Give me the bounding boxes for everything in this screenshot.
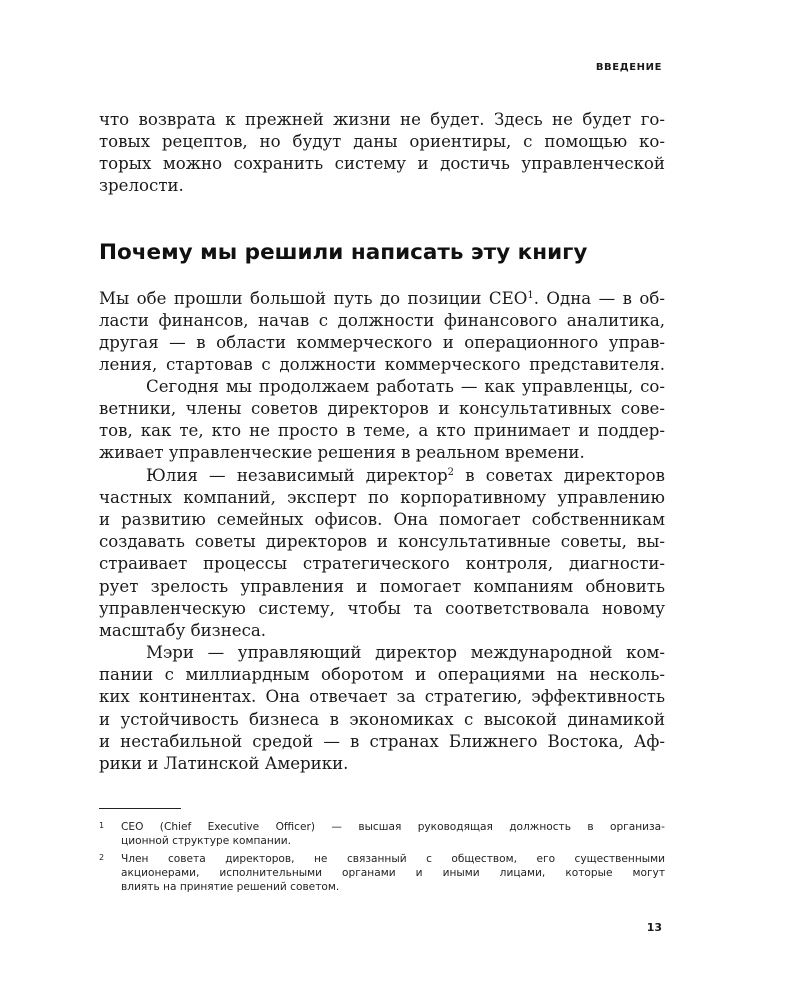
para4-line: и нестабильной средой — в странах Ближнего Востока, Аф- [99, 732, 665, 751]
para3-line: рует зрелость управления и помогает компаниям обновить [99, 577, 665, 596]
footnote-2-line: акционерами, исполнительными органами и иными лицами, которые могут [121, 867, 665, 879]
section-heading: Почему мы решили написать эту книгу [99, 240, 588, 265]
para1-line: другая — в области коммерческого и операционного управ- [99, 333, 665, 352]
intro-line: что возврата к прежней жизни не будет. Здесь не будет го- [99, 110, 665, 129]
footnote-ref-2[interactable]: 2 [447, 467, 455, 478]
footnote-2-line: Член совета директоров, не связанный с обществом, его существенными [121, 853, 665, 865]
para3-line [146, 465, 665, 487]
para2-line: тов, как те, кто не просто в теме, а кто принимает и поддер- [99, 421, 665, 440]
para1-line: ления, стартовав с должности коммерческого представителя. [99, 355, 665, 374]
para4-line: рики и Латинской Америки. [99, 754, 349, 773]
para3-text: Юлия — независимый директор [146, 466, 448, 485]
para3-text: в советах директоров [454, 466, 665, 485]
para4-line: и устойчивость бизнеса в экономиках с высокой динамикой [99, 710, 665, 729]
intro-line: торых можно сохранить систему и достичь управленческой [99, 154, 665, 173]
para4-line: Мэри — управляющий директор международной ком- [146, 643, 665, 662]
footnote-number: 1 [99, 821, 105, 830]
para3-line: и развитию семейных офисов. Она помогает собственникам [99, 510, 665, 529]
para3-line: масштабу бизнеса. [99, 621, 267, 640]
para4-line: пании с миллиардным оборотом и операциями на несколь- [99, 665, 665, 684]
intro-line: товых рецептов, но будут даны ориентиры, с помощью ко- [99, 132, 665, 151]
footnote-1-line: ционной структуре компании. [121, 835, 291, 847]
page-number: 13 [646, 921, 662, 934]
para1-line [99, 288, 665, 310]
para1-line: ласти финансов, начав с должности финансового аналитика, [99, 311, 665, 330]
para2-line: живает управленческие решения в реальном времени. [99, 443, 585, 462]
para2-line: Сегодня мы продолжаем работать — как управленцы, со- [146, 377, 665, 396]
intro-line: зрелости. [99, 176, 184, 195]
footnote-2-line: влиять на принятие решений советом. [121, 881, 340, 893]
para4-line: ких континентах. Она отвечает за стратегию, эффективность [99, 687, 665, 706]
footnote-1-line: CEO (Chief Executive Officer) — высшая руководящая должность в организа- [121, 821, 665, 833]
para1-text: Мы обе прошли большой путь до позиции CEO [99, 289, 528, 308]
para1-text: . Одна — в об- [533, 289, 666, 308]
footnote-ref-1[interactable]: 1 [527, 290, 534, 301]
para3-line: создавать советы директоров и консультативные советы, вы- [99, 532, 665, 551]
footnote-number: 2 [99, 853, 105, 862]
running-head: ВВЕДЕНИЕ [595, 62, 662, 73]
footnote-separator [99, 808, 181, 809]
para3-line: частных компаний, эксперт по корпоративному управлению [99, 488, 665, 507]
para3-line: управленческую систему, чтобы та соответствовала новому [99, 599, 665, 618]
para3-line: страивает процессы стратегического контроля, диагности- [99, 554, 665, 573]
para2-line: ветники, члены советов директоров и консультативных сове- [99, 399, 665, 418]
